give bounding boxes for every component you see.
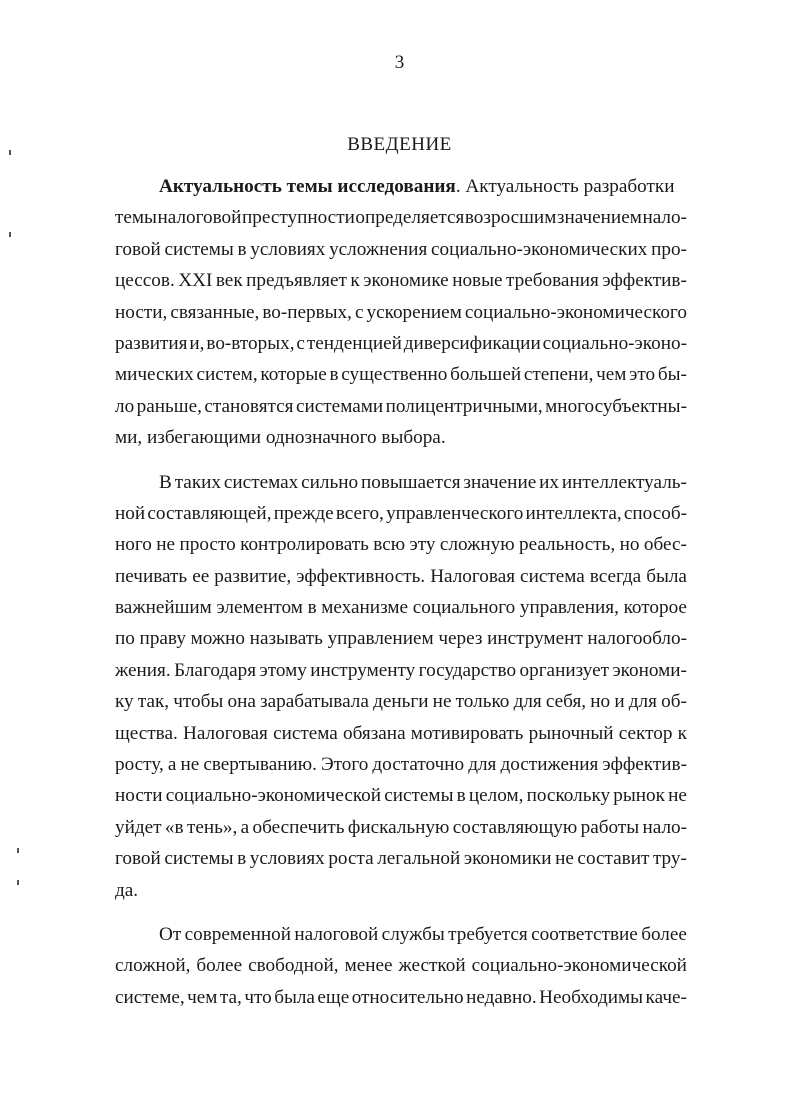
- word: становятся: [204, 395, 294, 417]
- word: ло: [115, 395, 135, 417]
- word: не: [432, 691, 452, 713]
- word: налоговой: [294, 923, 379, 945]
- word: От: [159, 923, 182, 945]
- word: значением: [556, 207, 642, 229]
- body-text: [115, 171, 687, 1013]
- text-line: [115, 780, 687, 811]
- word: организует: [519, 659, 610, 681]
- word: систем,: [196, 364, 258, 386]
- scan-mark: [9, 150, 11, 155]
- word: условиях: [249, 848, 325, 870]
- word: в: [329, 364, 339, 386]
- word: целом,: [468, 785, 524, 807]
- word: экономике: [363, 270, 449, 292]
- word: только: [455, 691, 510, 713]
- text-line: ми, избегающими однозначного выбора.: [115, 427, 446, 449]
- word: интеллектуаль-: [561, 471, 687, 493]
- word: век: [215, 270, 243, 292]
- word: можно: [190, 628, 245, 650]
- text-line: [115, 718, 687, 749]
- text-line: [115, 391, 687, 422]
- word: во-вторых,: [206, 332, 295, 354]
- word: не: [180, 754, 200, 776]
- word: работы: [580, 816, 640, 838]
- word: не: [668, 785, 687, 807]
- word: системе,: [115, 986, 185, 1008]
- word: их: [539, 471, 559, 493]
- word: к: [350, 270, 360, 292]
- word: тру-: [652, 848, 687, 870]
- text-line: [115, 843, 687, 874]
- word: рынок: [613, 785, 665, 807]
- word: ускорением: [366, 301, 462, 323]
- word: интеллекта,: [525, 502, 622, 524]
- word: мических: [115, 364, 194, 386]
- text-line: [115, 328, 687, 359]
- word: важнейшим: [115, 597, 212, 619]
- word: системами: [296, 395, 384, 417]
- word: а: [240, 816, 250, 838]
- word: реальность,: [519, 534, 616, 556]
- word: зарабатывала: [260, 691, 369, 713]
- word: многосубъектны-: [545, 395, 687, 417]
- word: говой: [115, 848, 161, 870]
- word: XXI: [178, 270, 213, 292]
- word: во-первых,: [262, 301, 352, 323]
- word: экономи-: [612, 659, 687, 681]
- word: по: [115, 628, 135, 650]
- word: связанные,: [170, 301, 260, 323]
- word: условиях: [250, 238, 326, 260]
- word: цессов.: [115, 270, 175, 292]
- text-line: [115, 467, 687, 498]
- word: в: [456, 785, 466, 807]
- word: чем: [596, 364, 627, 386]
- word: роста: [328, 848, 374, 870]
- word: социального: [412, 597, 516, 619]
- word: преступности: [241, 207, 355, 229]
- word: менее: [344, 955, 393, 977]
- word: темы: [115, 207, 157, 229]
- word: щества.: [115, 722, 178, 744]
- word: с: [296, 332, 305, 354]
- word: требования: [506, 270, 599, 292]
- word: управленческого: [386, 502, 524, 524]
- word: с: [354, 301, 364, 323]
- word: возросшим: [464, 207, 557, 229]
- word: Налоговая: [183, 722, 268, 744]
- lead-bold-phrase: Актуальность темы исследования: [159, 176, 456, 197]
- word: мотивировать: [410, 722, 524, 744]
- word: повышается: [360, 471, 461, 493]
- word: Этого: [320, 754, 369, 776]
- word: сложную: [439, 534, 515, 556]
- scan-mark: [17, 880, 19, 885]
- word: легальной: [377, 848, 461, 870]
- text-line: [115, 498, 687, 529]
- word: для: [468, 754, 497, 776]
- word: системы: [164, 238, 234, 260]
- word: «в: [164, 816, 184, 838]
- word: называть: [249, 628, 323, 650]
- text-line: [115, 297, 687, 328]
- word: обеспечить: [252, 816, 345, 838]
- word: тенденцией: [306, 332, 402, 354]
- word: сектор: [618, 722, 673, 744]
- word: это: [629, 364, 656, 386]
- word: жесткой: [398, 955, 466, 977]
- paragraph-gap: [115, 454, 687, 467]
- word: про-: [651, 238, 687, 260]
- word: усложнения: [329, 238, 428, 260]
- word: системы: [164, 848, 234, 870]
- word: не: [555, 848, 574, 870]
- scan-mark: [17, 848, 19, 853]
- word: управления,: [519, 597, 619, 619]
- word: всю: [373, 534, 406, 556]
- text-line: [115, 655, 687, 686]
- word: обязана: [343, 722, 406, 744]
- word: социально-эконо-: [542, 332, 687, 354]
- word: она: [227, 691, 256, 713]
- word: инструмент: [487, 628, 583, 650]
- word: еще: [317, 986, 350, 1008]
- word: составляющей,: [147, 502, 272, 524]
- word: в: [307, 597, 317, 619]
- word: эффектив-: [602, 754, 687, 776]
- word: ее: [192, 565, 210, 587]
- word: тень»,: [186, 816, 238, 838]
- word: но: [619, 534, 640, 556]
- word: требуется: [448, 923, 528, 945]
- word: говой: [115, 238, 161, 260]
- word: службы: [381, 923, 445, 945]
- word: чем: [187, 986, 218, 1008]
- word: достаточно: [372, 754, 465, 776]
- text-line: [115, 592, 687, 623]
- word: системы: [384, 785, 454, 807]
- text-line: [115, 623, 687, 654]
- word: составит: [577, 848, 650, 870]
- text-line: [115, 686, 687, 717]
- word: та,: [219, 986, 242, 1008]
- word: диверсификации: [403, 332, 541, 354]
- word: элементом: [216, 597, 303, 619]
- word: деньги: [373, 691, 429, 713]
- word: была: [646, 565, 687, 587]
- word: относительно: [351, 986, 464, 1008]
- word: экономики: [463, 848, 552, 870]
- word: печивать: [115, 565, 188, 587]
- word: росту,: [115, 754, 164, 776]
- word: но: [590, 691, 611, 713]
- word: ной: [115, 502, 146, 524]
- word: более: [641, 923, 687, 945]
- word: всего,: [335, 502, 384, 524]
- word: бы-: [657, 364, 687, 386]
- word: сильно: [301, 471, 359, 493]
- word: ку: [115, 691, 134, 713]
- word: нало-: [642, 816, 687, 838]
- word: в: [237, 848, 247, 870]
- word: степени,: [523, 364, 594, 386]
- word: через: [438, 628, 483, 650]
- word: эффективность.: [296, 565, 426, 587]
- word: налоговой: [157, 207, 242, 229]
- word: ности,: [115, 301, 168, 323]
- word: социально-экономического: [464, 301, 687, 323]
- word: определяется: [355, 207, 465, 229]
- word: свертыванию.: [203, 754, 317, 776]
- word: к: [677, 722, 687, 744]
- word: новые: [452, 270, 503, 292]
- word: социально-экономической: [165, 785, 382, 807]
- word: не: [156, 534, 176, 556]
- text-line: [115, 749, 687, 780]
- word: государство: [418, 659, 517, 681]
- word: социально-экономических: [431, 238, 648, 260]
- word: для: [513, 691, 542, 713]
- word: существенно: [341, 364, 448, 386]
- word: так,: [137, 691, 170, 713]
- word: уйдет: [115, 816, 162, 838]
- word: нало-: [642, 207, 687, 229]
- word: праву: [139, 628, 186, 650]
- text-line: [115, 982, 687, 1013]
- text-line: [115, 265, 687, 296]
- text-line: [115, 561, 687, 592]
- word: просто: [179, 534, 236, 556]
- word: составляющую: [452, 816, 578, 838]
- word: в: [237, 238, 247, 260]
- word: которое: [623, 597, 687, 619]
- paragraph-1-line-1: [115, 171, 687, 202]
- word: таких: [174, 471, 222, 493]
- word: эффектив-: [602, 270, 687, 292]
- word: ности: [115, 785, 163, 807]
- text-line: [115, 812, 687, 843]
- text-line: [115, 529, 687, 560]
- word: раньше,: [136, 395, 202, 417]
- word: свободной,: [248, 955, 339, 977]
- word: системах: [223, 471, 299, 493]
- text-line: да.: [115, 879, 139, 901]
- word: предъявляет: [246, 270, 347, 292]
- text-line: [115, 359, 687, 390]
- word: жения.: [115, 659, 171, 681]
- word: Налоговая: [430, 565, 516, 587]
- word: каче-: [645, 986, 687, 1008]
- word: этому: [259, 659, 307, 681]
- text-line: [115, 919, 687, 950]
- word: об-: [661, 691, 687, 713]
- scan-mark: [9, 232, 11, 237]
- word: система: [520, 565, 585, 587]
- word: Необходимы: [539, 986, 644, 1008]
- word: полицентричными,: [385, 395, 543, 417]
- word: механизме: [321, 597, 409, 619]
- word: а: [167, 754, 177, 776]
- word: обес-: [643, 534, 687, 556]
- word: более: [196, 955, 243, 977]
- word: чтобы: [173, 691, 224, 713]
- word: развитие,: [214, 565, 292, 587]
- word: соответствие: [531, 923, 638, 945]
- word: рыночный: [528, 722, 614, 744]
- word: инструменту: [310, 659, 416, 681]
- word: которые: [260, 364, 327, 386]
- text-line: [115, 234, 687, 265]
- word: фискальную: [347, 816, 450, 838]
- word: эту: [409, 534, 436, 556]
- text-line: [115, 202, 687, 233]
- paragraph-gap: [115, 906, 687, 919]
- word: прежде: [273, 502, 334, 524]
- section-heading: ВВЕДЕНИЕ: [347, 134, 452, 155]
- word: что: [244, 986, 272, 1008]
- word: налогообло-: [587, 628, 687, 650]
- word: способ-: [623, 502, 687, 524]
- word: недавно.: [466, 986, 537, 1008]
- word: Благодаря: [174, 659, 257, 681]
- word: себя,: [545, 691, 587, 713]
- word: поскольку: [526, 785, 611, 807]
- word: значение: [463, 471, 537, 493]
- word: ного: [115, 534, 152, 556]
- word: всегда: [589, 565, 642, 587]
- word: была: [274, 986, 315, 1008]
- page-number: 3: [394, 52, 405, 73]
- word: система: [273, 722, 338, 744]
- word: контролировать: [240, 534, 369, 556]
- word: развития: [115, 332, 188, 354]
- word: В: [159, 471, 172, 493]
- word: для: [628, 691, 657, 713]
- word: социально-экономической: [471, 955, 687, 977]
- word: и,: [189, 332, 205, 354]
- word: современной: [184, 923, 291, 945]
- word: и: [614, 691, 625, 713]
- word: управлением: [327, 628, 434, 650]
- word: большей: [450, 364, 522, 386]
- paragraph-1-lead: [159, 171, 674, 202]
- text-line: [115, 950, 687, 981]
- lead-rest: . Актуальность разработки: [455, 176, 675, 197]
- word: достижения: [500, 754, 599, 776]
- word: сложной,: [115, 955, 191, 977]
